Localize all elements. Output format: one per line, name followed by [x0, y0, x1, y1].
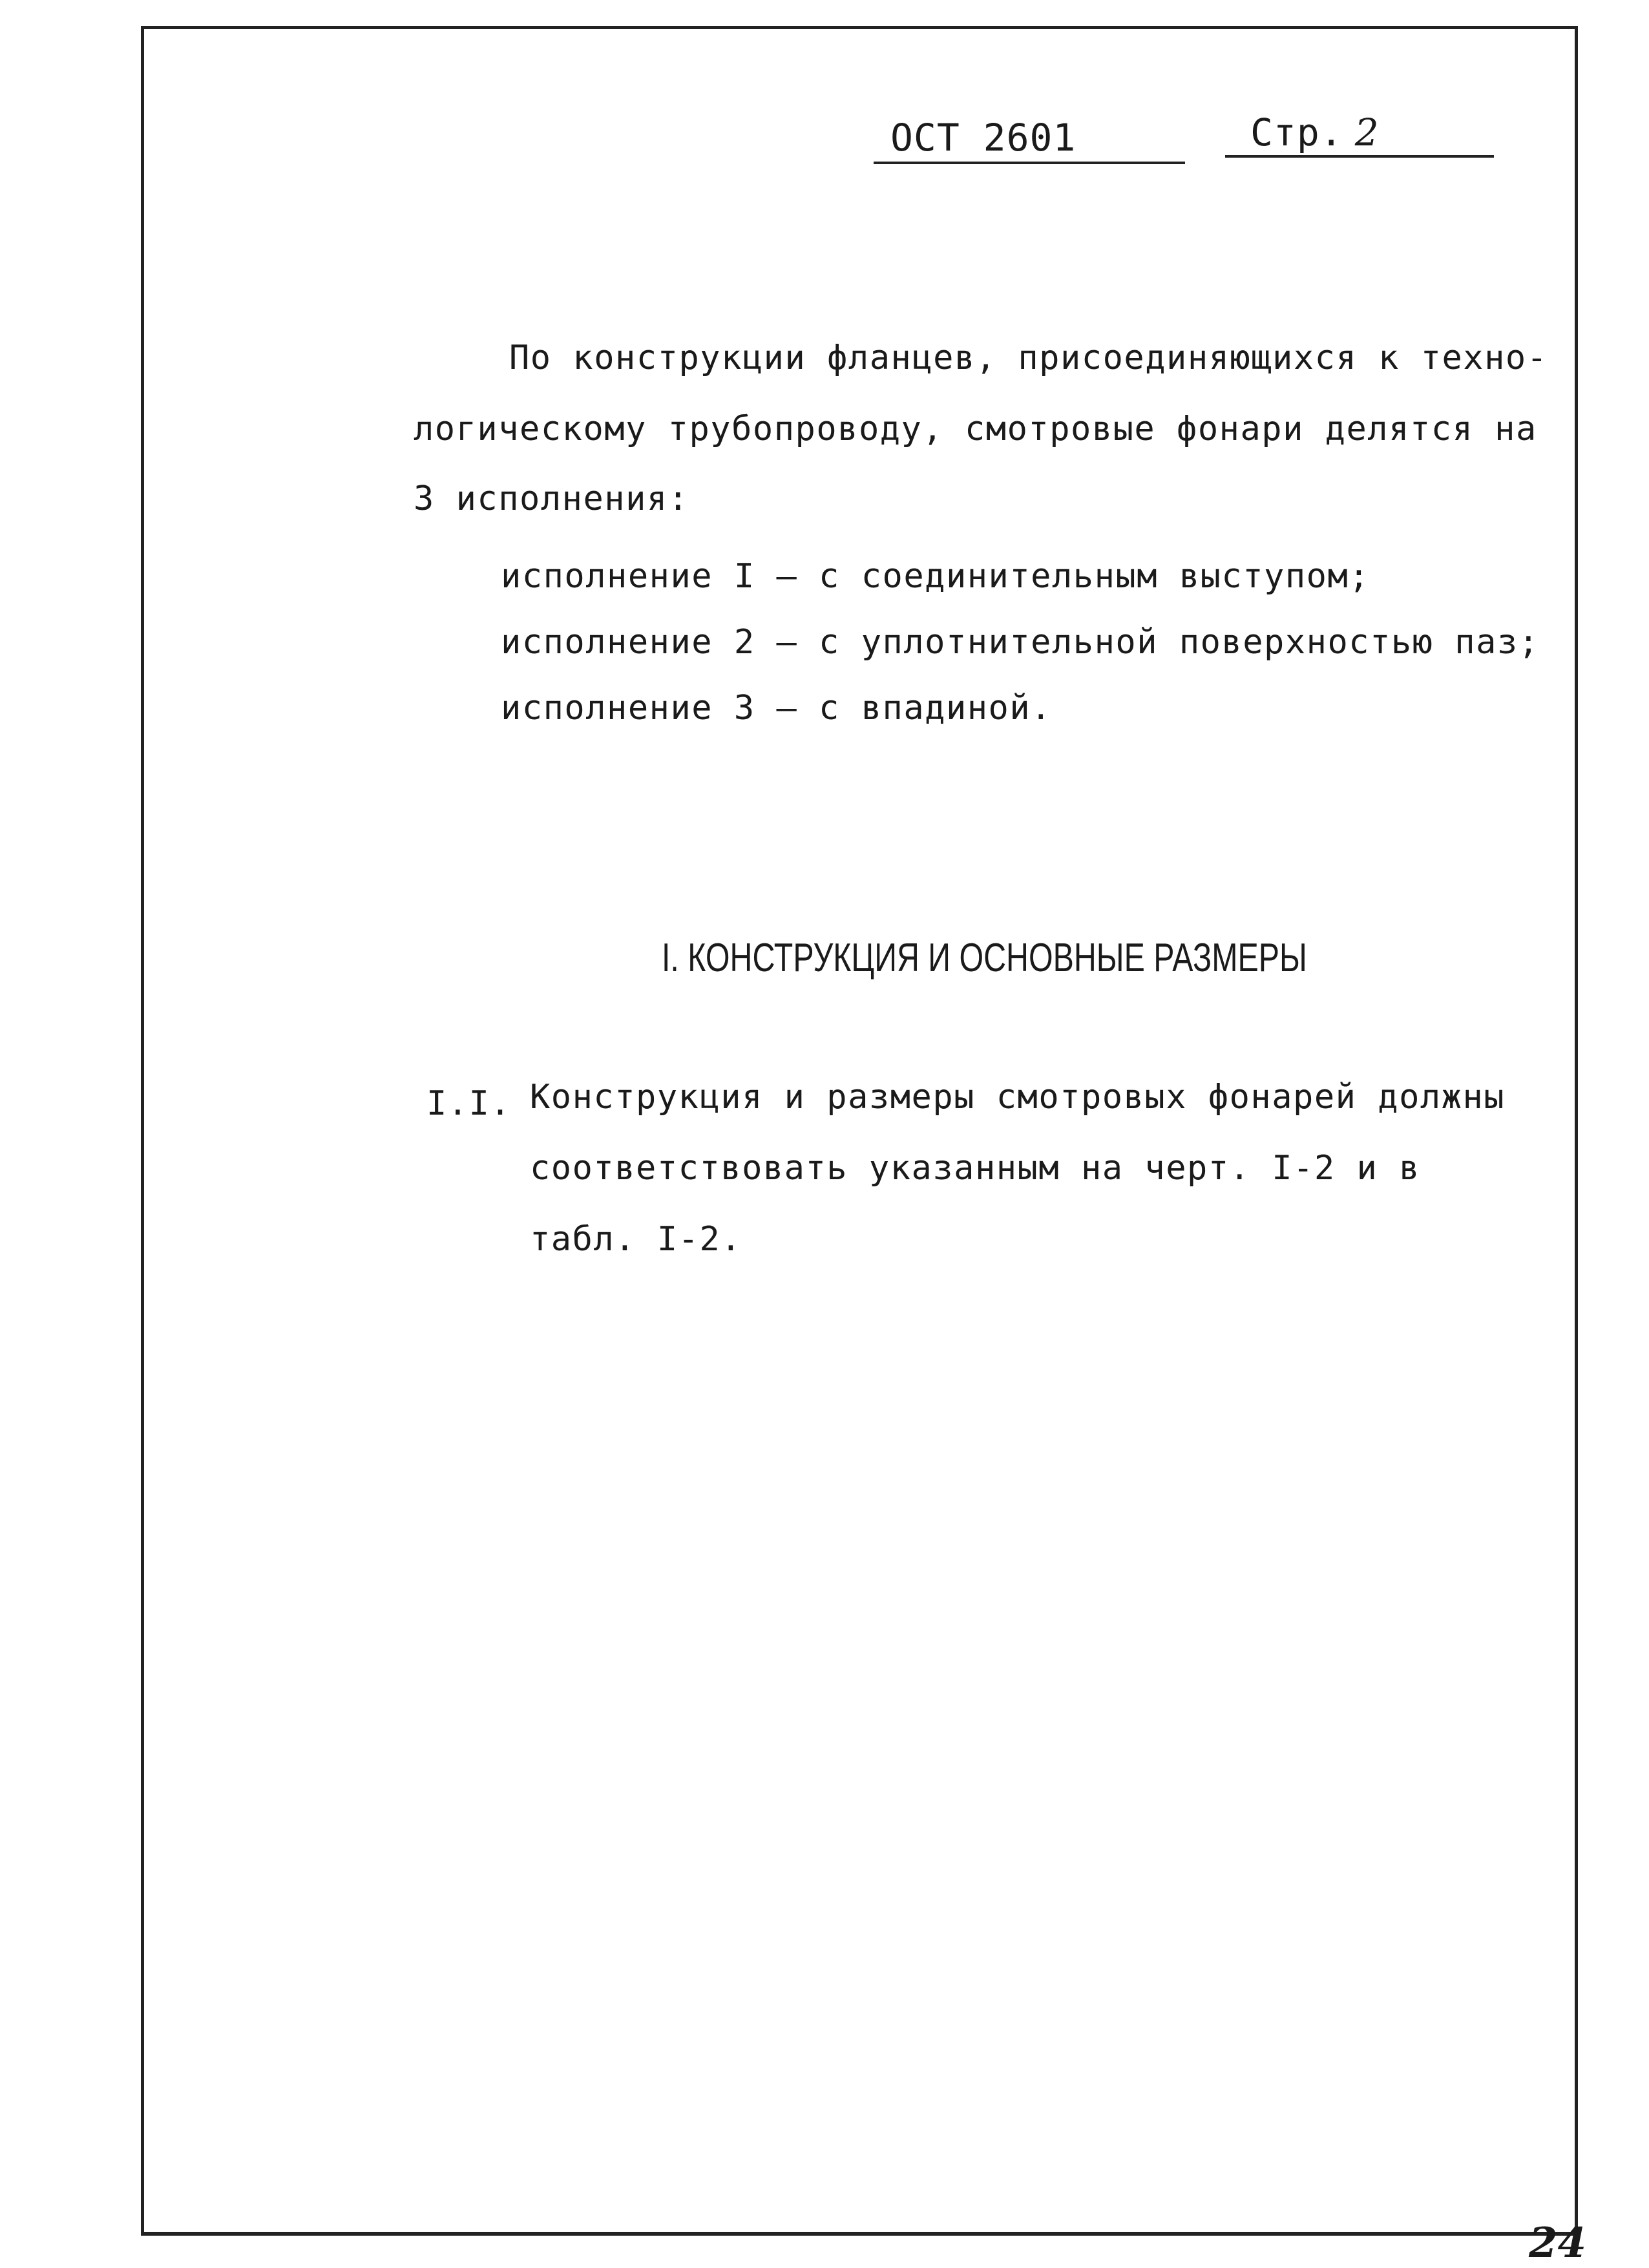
clause-number: I.I. — [426, 1084, 512, 1123]
intro-line-1: По конструкции фланцев, присоединяющихся к техно- — [509, 339, 1548, 377]
page-number: 2 — [1354, 110, 1380, 154]
clause-line-2: соответствовать указанным на черт. I-2 и в — [530, 1149, 1420, 1188]
variant-1: исполнение I – с соединительным выступом; — [501, 557, 1371, 596]
clause-line-3: табл. I-2. — [530, 1220, 742, 1259]
document-code: ОСТ 2601 — [890, 116, 1077, 160]
document-code-underline — [874, 162, 1185, 164]
intro-line-2: логическому трубопроводу, смотровые фонари делятся на — [414, 410, 1537, 448]
page-label: Стр. — [1250, 110, 1343, 154]
variant-2: исполнение 2 – с уплотнительной поверхностью паз; — [501, 623, 1540, 662]
sheet-number: 24 — [1529, 2219, 1587, 2267]
page-indicator — [1250, 110, 1380, 154]
intro-line-3: 3 исполнения: — [414, 479, 689, 518]
page-number-underline — [1225, 155, 1494, 158]
variant-3: исполнение 3 – с впадиной. — [501, 689, 1052, 728]
section-title: I. КОНСТРУКЦИЯ И ОСНОВНЫЕ РАЗМЕРЫ — [662, 936, 1307, 980]
clause-line-1: Конструкция и размеры смотровых фонарей должны — [530, 1078, 1506, 1117]
